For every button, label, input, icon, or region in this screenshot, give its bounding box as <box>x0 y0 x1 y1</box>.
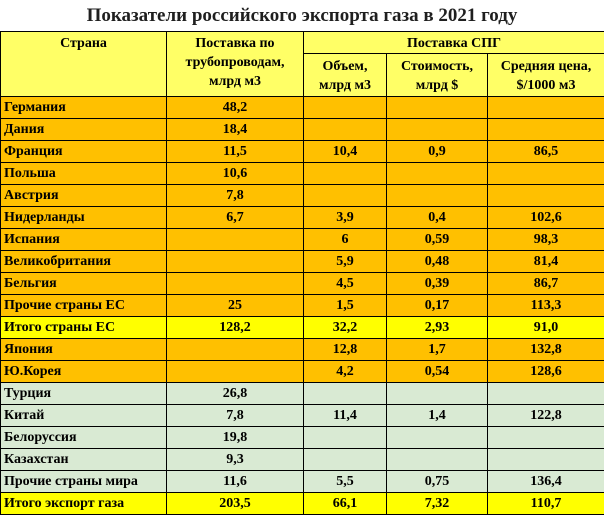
pipeline-cell: 18,4 <box>167 119 304 141</box>
country-cell: Франция <box>1 141 167 163</box>
country-cell: Турция <box>1 383 167 405</box>
lng-price-cell <box>488 97 604 119</box>
lng-price-cell: 132,8 <box>488 339 604 361</box>
lng-volume-cell: 5,9 <box>304 251 387 273</box>
lng-volume-cell: 10,4 <box>304 141 387 163</box>
table-row <box>1 97 604 119</box>
lng-volume-cell: 66,1 <box>304 493 387 515</box>
lng-price-cell: 122,8 <box>488 405 604 427</box>
pipeline-cell: 203,5 <box>167 493 304 515</box>
table-row <box>1 339 604 361</box>
pipeline-cell: 6,7 <box>167 207 304 229</box>
header-lng-volume: Объем, млрд м3 <box>304 54 387 97</box>
lng-value-cell: 0,9 <box>387 141 488 163</box>
country-cell: Япония <box>1 339 167 361</box>
lng-price-cell <box>488 185 604 207</box>
pipeline-cell <box>167 361 304 383</box>
pipeline-cell: 48,2 <box>167 97 304 119</box>
lng-price-cell: 136,4 <box>488 471 604 493</box>
lng-value-cell <box>387 383 488 405</box>
country-cell: Итого экспорт газа <box>1 493 167 515</box>
lng-value-cell: 0,17 <box>387 295 488 317</box>
country-cell: Прочие страны мира <box>1 471 167 493</box>
country-cell: Казахстан <box>1 449 167 471</box>
table-row <box>1 427 604 449</box>
lng-value-cell <box>387 449 488 471</box>
lng-price-cell <box>488 119 604 141</box>
country-cell: Китай <box>1 405 167 427</box>
pipeline-cell: 11,5 <box>167 141 304 163</box>
pipeline-cell: 128,2 <box>167 317 304 339</box>
lng-value-cell: 7,32 <box>387 493 488 515</box>
pipeline-cell <box>167 273 304 295</box>
lng-value-cell: 0,59 <box>387 229 488 251</box>
lng-price-cell <box>488 383 604 405</box>
table-row <box>1 185 604 207</box>
country-cell: Бельгия <box>1 273 167 295</box>
header-lng-price: Средняя цена, $/1000 м3 <box>488 54 604 97</box>
lng-value-cell: 1,4 <box>387 405 488 427</box>
header-country: Страна <box>1 32 167 97</box>
table-row <box>1 251 604 273</box>
country-cell: Испания <box>1 229 167 251</box>
lng-price-cell <box>488 163 604 185</box>
lng-price-cell: 102,6 <box>488 207 604 229</box>
lng-price-cell: 81,4 <box>488 251 604 273</box>
pipeline-cell: 7,8 <box>167 185 304 207</box>
country-cell: Белоруссия <box>1 427 167 449</box>
lng-price-cell <box>488 427 604 449</box>
lng-price-cell: 98,3 <box>488 229 604 251</box>
pipeline-cell: 19,8 <box>167 427 304 449</box>
country-cell: Германия <box>1 97 167 119</box>
pipeline-cell <box>167 229 304 251</box>
subtotal-row <box>1 317 604 339</box>
lng-value-cell <box>387 163 488 185</box>
lng-volume-cell <box>304 185 387 207</box>
lng-volume-cell <box>304 97 387 119</box>
lng-value-cell: 0,75 <box>387 471 488 493</box>
lng-price-cell: 86,7 <box>488 273 604 295</box>
lng-price-cell <box>488 449 604 471</box>
table-row <box>1 273 604 295</box>
lng-volume-cell <box>304 449 387 471</box>
table-row <box>1 163 604 185</box>
pipeline-cell: 26,8 <box>167 383 304 405</box>
table-row <box>1 449 604 471</box>
table-row <box>1 141 604 163</box>
table-row <box>1 383 604 405</box>
lng-price-cell: 113,3 <box>488 295 604 317</box>
country-cell: Нидерланды <box>1 207 167 229</box>
total-row <box>1 493 604 515</box>
country-cell: Дания <box>1 119 167 141</box>
lng-volume-cell: 5,5 <box>304 471 387 493</box>
pipeline-cell <box>167 251 304 273</box>
header-lng: Поставка СПГ <box>304 32 604 54</box>
lng-value-cell <box>387 427 488 449</box>
country-cell: Прочие страны ЕС <box>1 295 167 317</box>
lng-value-cell: 2,93 <box>387 317 488 339</box>
pipeline-cell <box>167 339 304 361</box>
table-row <box>1 295 604 317</box>
lng-value-cell: 1,7 <box>387 339 488 361</box>
lng-volume-cell <box>304 427 387 449</box>
country-cell: Польша <box>1 163 167 185</box>
lng-price-cell: 128,6 <box>488 361 604 383</box>
page-title: Показатели российского экспорта газа в 2021 году <box>0 0 604 30</box>
pipeline-cell: 11,6 <box>167 471 304 493</box>
country-cell: Австрия <box>1 185 167 207</box>
country-cell: Великобритания <box>1 251 167 273</box>
table-row <box>1 119 604 141</box>
lng-price-cell: 91,0 <box>488 317 604 339</box>
table-row <box>1 361 604 383</box>
header-lng-value: Стоимость, млрд $ <box>387 54 488 97</box>
lng-volume-cell: 32,2 <box>304 317 387 339</box>
lng-value-cell <box>387 119 488 141</box>
lng-value-cell <box>387 185 488 207</box>
lng-price-cell: 86,5 <box>488 141 604 163</box>
country-cell: Итого страны ЕС <box>1 317 167 339</box>
lng-volume-cell: 12,8 <box>304 339 387 361</box>
lng-volume-cell: 4,5 <box>304 273 387 295</box>
lng-volume-cell <box>304 119 387 141</box>
table-row <box>1 229 604 251</box>
country-cell: Ю.Корея <box>1 361 167 383</box>
lng-value-cell: 0,54 <box>387 361 488 383</box>
lng-volume-cell: 4,2 <box>304 361 387 383</box>
lng-volume-cell <box>304 383 387 405</box>
pipeline-cell: 10,6 <box>167 163 304 185</box>
table-row <box>1 405 604 427</box>
lng-volume-cell: 1,5 <box>304 295 387 317</box>
lng-volume-cell: 6 <box>304 229 387 251</box>
lng-volume-cell: 3,9 <box>304 207 387 229</box>
pipeline-cell: 9,3 <box>167 449 304 471</box>
lng-value-cell: 0,4 <box>387 207 488 229</box>
lng-value-cell: 0,39 <box>387 273 488 295</box>
table-row <box>1 471 604 493</box>
pipeline-cell: 25 <box>167 295 304 317</box>
lng-price-cell: 110,7 <box>488 493 604 515</box>
gas-export-table <box>0 31 604 515</box>
lng-volume-cell: 11,4 <box>304 405 387 427</box>
lng-value-cell: 0,48 <box>387 251 488 273</box>
lng-value-cell <box>387 97 488 119</box>
lng-volume-cell <box>304 163 387 185</box>
header-pipeline: Поставка по трубопроводам, млрд м3 <box>167 32 304 97</box>
table-row <box>1 207 604 229</box>
pipeline-cell: 7,8 <box>167 405 304 427</box>
